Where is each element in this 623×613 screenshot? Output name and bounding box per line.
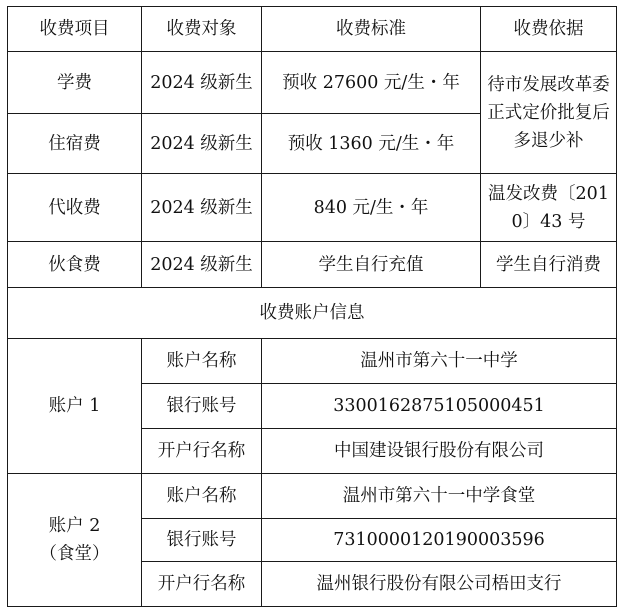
fee-row-collection — [8, 174, 617, 242]
fee-target: 2024 级新生 — [142, 114, 262, 174]
account2-name-row — [8, 474, 617, 519]
fee-table — [7, 6, 617, 607]
fee-row-meals — [8, 242, 617, 288]
account-section-title: 收费账户信息 — [8, 288, 617, 339]
account2-label: 账户 2 — [48, 516, 101, 536]
account2-bank: 温州银行股份有限公司梧田支行 — [262, 562, 617, 607]
account1-number: 3300162875105000451 — [262, 384, 617, 429]
field-label-bank-name: 开户行名称 — [142, 429, 262, 474]
field-label-account-name: 账户名称 — [142, 474, 262, 519]
fee-target: 2024 级新生 — [142, 174, 262, 242]
header-fee-basis: 收费依据 — [481, 7, 617, 52]
field-label-account-name: 账户名称 — [142, 339, 262, 384]
field-label-bank-account: 银行账号 — [142, 519, 262, 562]
account-section-row — [8, 288, 617, 339]
fee-standard: 840 元/生・年 — [262, 174, 481, 242]
fee-row-tuition — [8, 52, 617, 114]
account1-label: 账户 1 — [8, 339, 142, 474]
fee-standard: 预收 27600 元/生・年 — [262, 52, 481, 114]
account2-label-sub: （食堂） — [39, 544, 110, 564]
fee-basis-shared: 待市发展改革委正式定价批复后多退少补 — [481, 52, 617, 174]
account1-name: 温州市第六十一中学 — [262, 339, 617, 384]
header-fee-item: 收费项目 — [8, 7, 142, 52]
fee-standard: 学生自行充值 — [262, 242, 481, 288]
account2-label-cell — [8, 474, 142, 607]
account2-number: 7310000120190003596 — [262, 519, 617, 562]
fee-standard: 预收 1360 元/生・年 — [262, 114, 481, 174]
fee-item: 学费 — [8, 52, 142, 114]
header-fee-standard: 收费标准 — [262, 7, 481, 52]
header-row — [8, 7, 617, 52]
fee-item: 伙食费 — [8, 242, 142, 288]
fee-basis: 学生自行消费 — [481, 242, 617, 288]
field-label-bank-name: 开户行名称 — [142, 562, 262, 607]
account1-name-row — [8, 339, 617, 384]
header-fee-target: 收费对象 — [142, 7, 262, 52]
account1-bank: 中国建设银行股份有限公司 — [262, 429, 617, 474]
fee-item: 代收费 — [8, 174, 142, 242]
fee-target: 2024 级新生 — [142, 52, 262, 114]
fee-basis: 温发改费〔2010〕43 号 — [481, 174, 617, 242]
fee-item: 住宿费 — [8, 114, 142, 174]
field-label-bank-account: 银行账号 — [142, 384, 262, 429]
fee-target: 2024 级新生 — [142, 242, 262, 288]
account2-name: 温州市第六十一中学食堂 — [262, 474, 617, 519]
